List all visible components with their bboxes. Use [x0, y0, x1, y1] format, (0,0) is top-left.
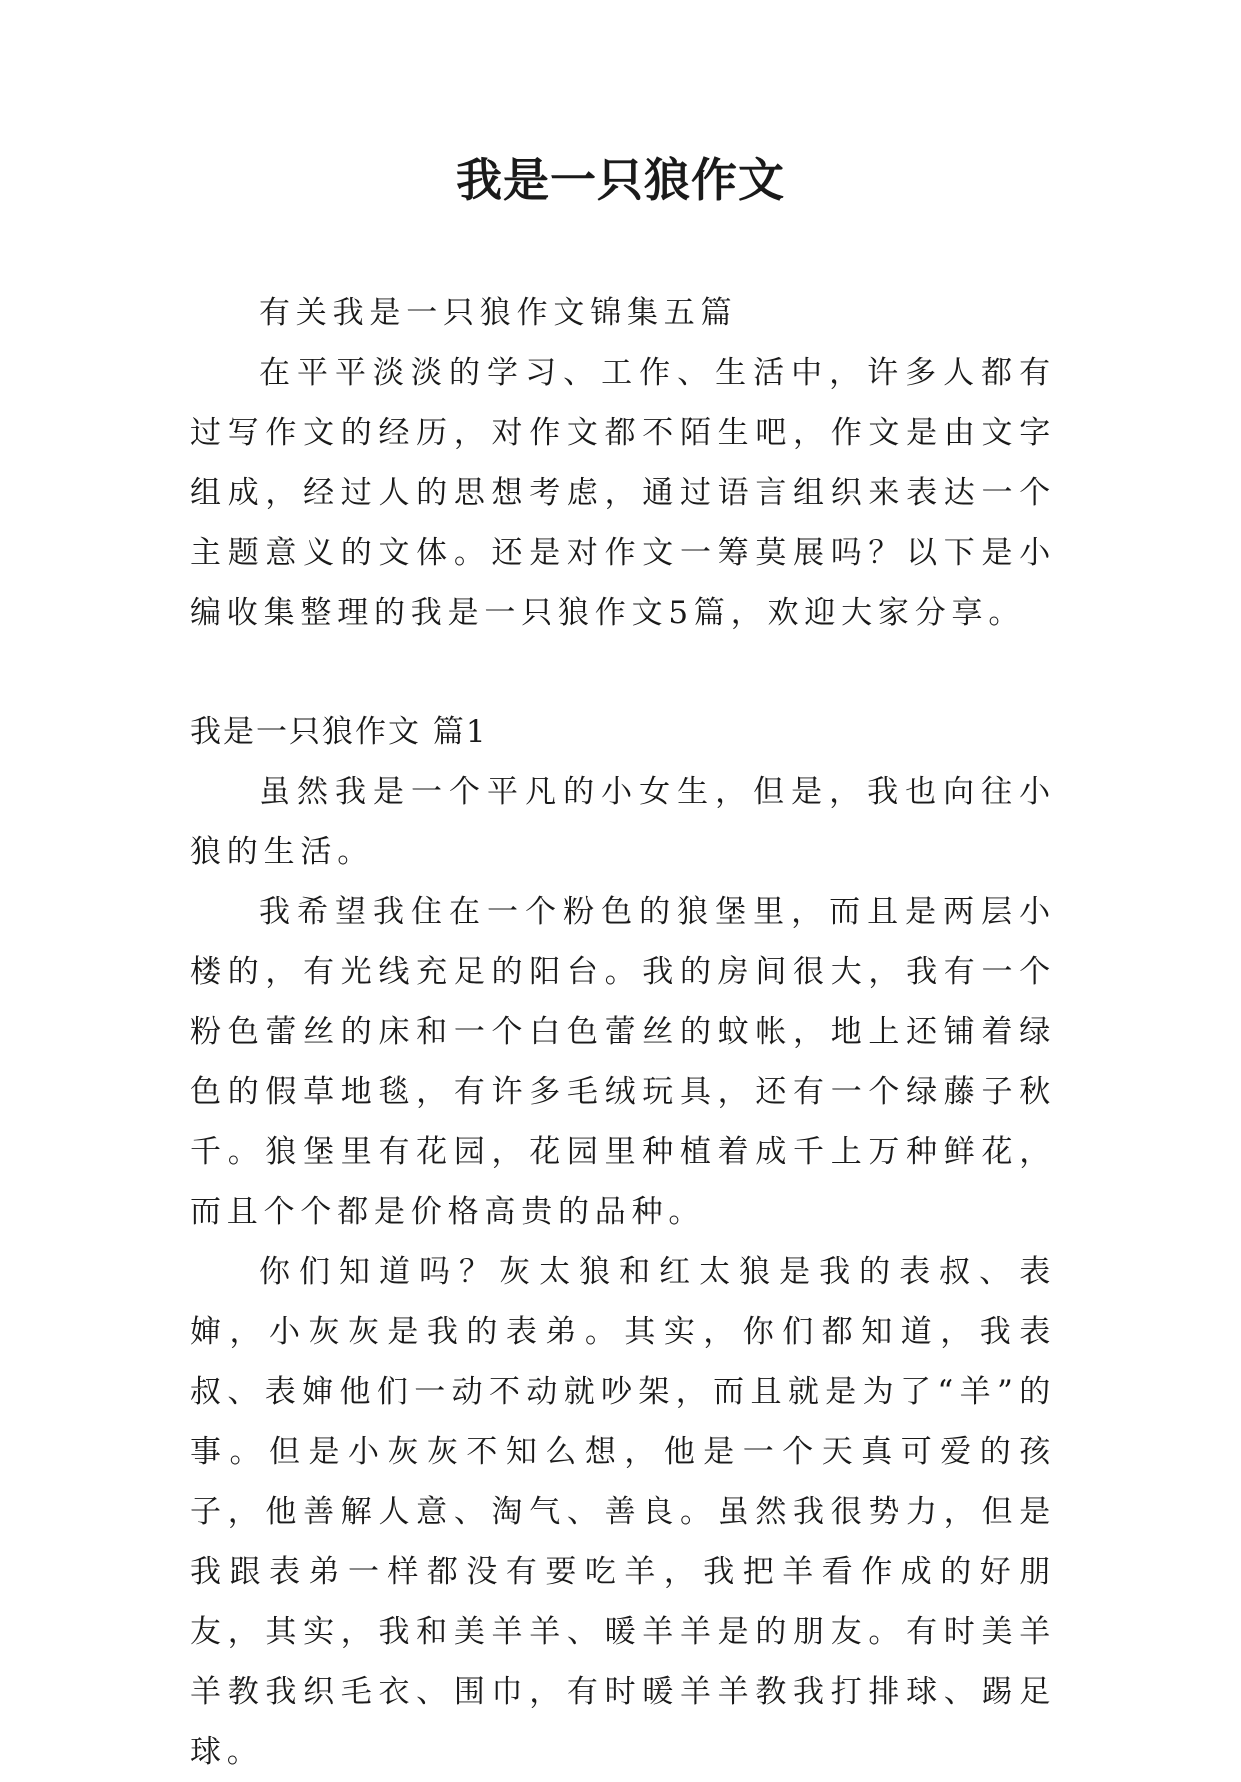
document-body	[190, 283, 1056, 1782]
section-paragraph: 我希望我住在一个粉色的狼堡里，而且是两层小楼的，有光线充足的阳台。我的房间很大，我有一个粉色蕾丝的床和一个白色蕾丝的蚊帐，地上还铺着绿色的假草地毯，有许多毛绒玩具，还有一个绿藤子秋千。狼堡里有花园，花园里种植着成千上万种鲜花，而且个个都是价格高贵的品种。	[190, 894, 1056, 1230]
intro-paragraph: 在平平淡淡的学习、工作、生活中，许多人都有过写作文的经历，对作文都不陌生吧，作文是由文字组成，经过人的思想考虑，通过语言组织来表达一个主题意义的文体。还是对作文一筹莫展吗？以下是小编收集整理的我是一只狼作文5篇，欢迎大家分享。	[190, 355, 1056, 631]
section-heading: 我是一只狼作文 篇1	[190, 714, 488, 750]
intro-subtitle: 有关我是一只狼作文锦集五篇	[259, 295, 738, 331]
document-title: 我是一只狼作文	[456, 153, 785, 207]
section-paragraph: 你们知道吗？灰太狼和红太狼是我的表叔、表婶，小灰灰是我的表弟。其实，你们都知道，我表叔、表婶他们一动不动就吵架，而且就是为了“羊”的事。但是小灰灰不知么想，他是一个天真可爱的孩子，他善解人意、淘气、善良。虽然我很势力，但是我跟表弟一样都没有要吃羊，我把羊看作成的好朋友，其实，我和美羊羊、暖羊羊是的朋友。有时美羊羊教我织毛衣、围巾，有时暖羊羊教我打排球、踢足球。	[190, 1254, 1056, 1770]
section-paragraph: 虽然我是一个平凡的小女生，但是，我也向往小狼的生活。	[190, 774, 1056, 870]
